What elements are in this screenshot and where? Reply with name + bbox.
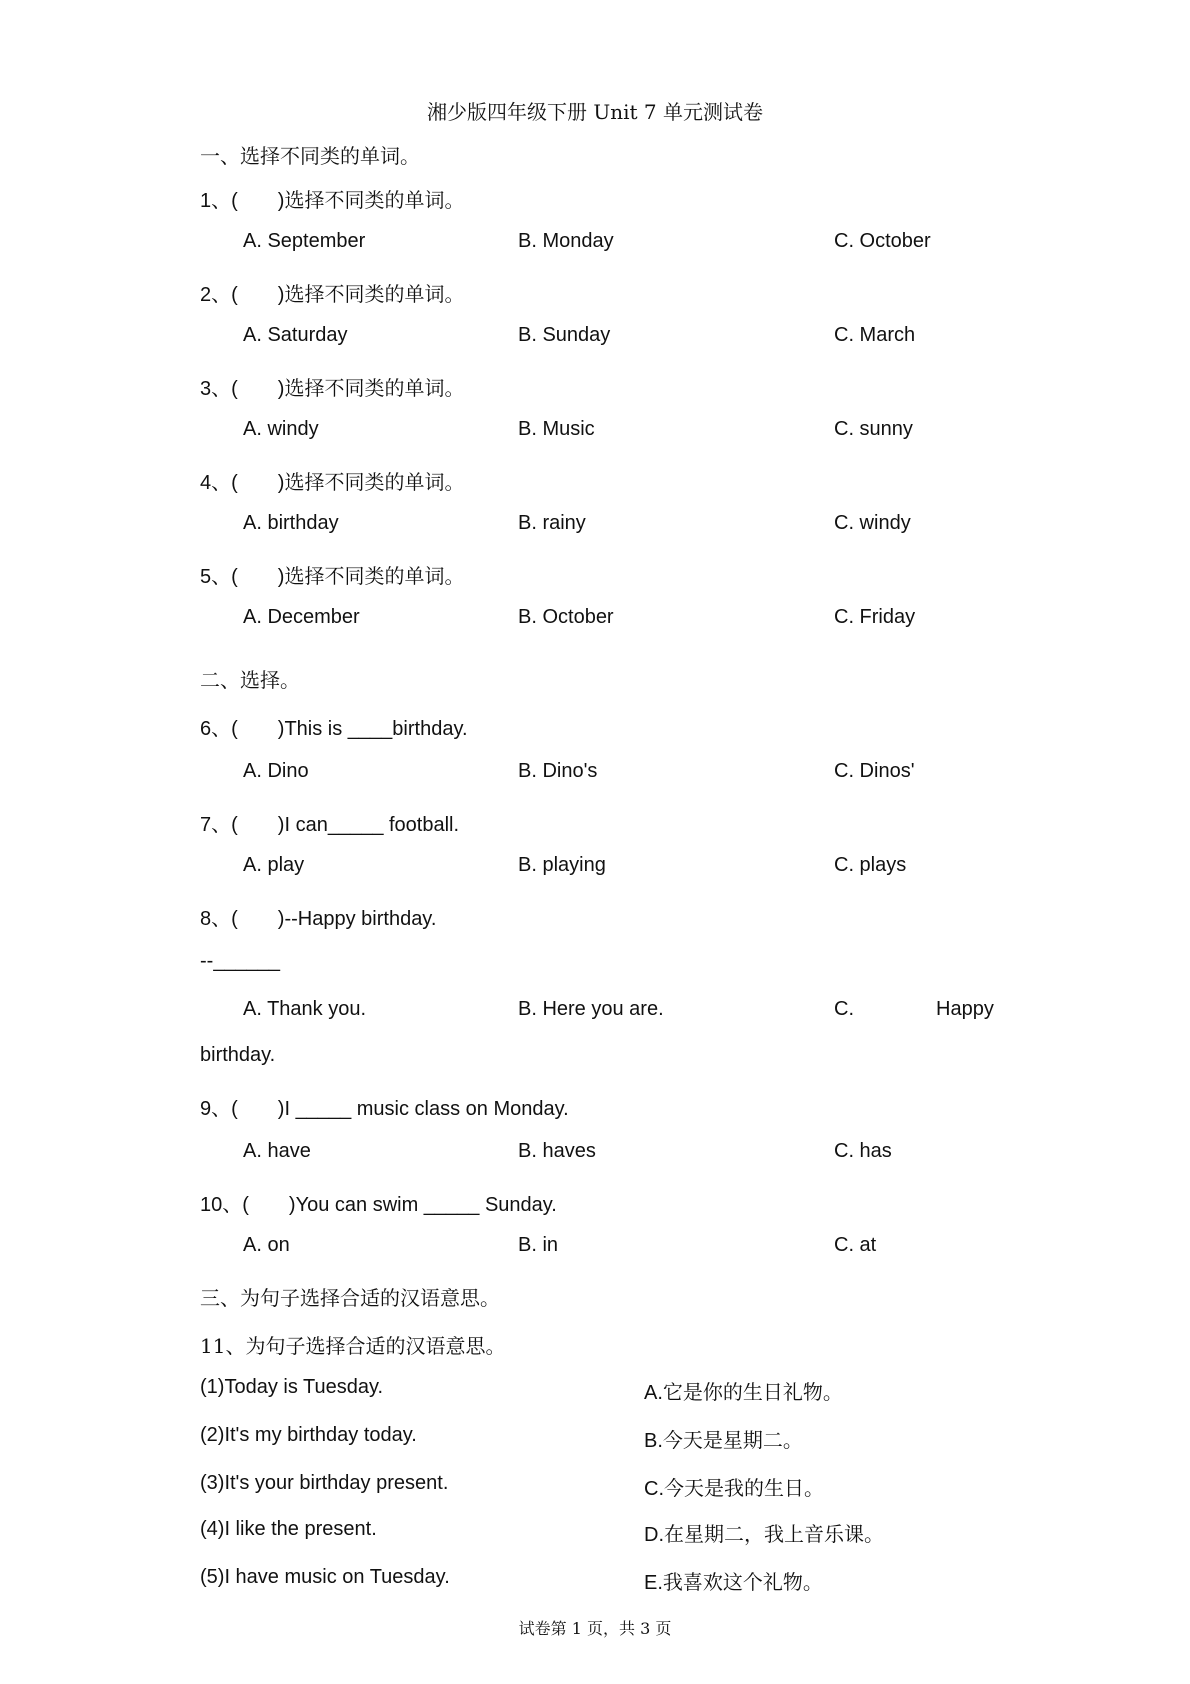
match-meaning-c <box>644 1472 824 1501</box>
option-b: B. Here you are. <box>518 998 664 1020</box>
match-letter: A. <box>644 1382 663 1404</box>
match-meaning-a <box>644 1376 843 1405</box>
option-c-text: Happy <box>936 998 994 1020</box>
option-c: C. plays <box>834 854 907 876</box>
option-b: B. October <box>518 606 614 628</box>
option-c: C. October <box>834 230 931 252</box>
question-stem: I can_____ football. <box>284 814 460 836</box>
match-text: 今天是我的生日。 <box>664 1476 824 1500</box>
question-number: 10、( <box>200 1194 249 1216</box>
page-footer: 试卷第 1 页，共 3 页 <box>518 1619 672 1638</box>
question-stem: 选择不同类的单词。 <box>284 282 465 306</box>
question-4 <box>200 466 464 495</box>
option-c: C. Dinos' <box>834 760 915 782</box>
option-c: C. has <box>834 1140 892 1162</box>
option-a: A. on <box>243 1234 290 1256</box>
question-paren-close: ) <box>277 718 285 740</box>
question-7 <box>200 808 459 837</box>
question-paren-close: ) <box>277 1098 285 1120</box>
question-stem: I _____ music class on Monday. <box>284 1098 569 1120</box>
question-paren-close: ) <box>277 814 285 836</box>
question-11-title: 11、为句子选择合适的汉语意思。 <box>200 1334 506 1358</box>
option-a: A. Dino <box>243 760 309 782</box>
option-a: A. December <box>243 606 360 628</box>
question-paren-close: ) <box>277 378 285 400</box>
option-a: A. play <box>243 854 305 876</box>
section-2-heading: 二、选择。 <box>200 668 300 692</box>
match-meaning-b <box>644 1424 803 1453</box>
match-letter: B. <box>644 1430 663 1452</box>
option-c: C. March <box>834 324 916 346</box>
option-a: A. September <box>243 230 366 252</box>
question-number: 6、( <box>200 718 238 740</box>
option-b: B. playing <box>518 854 606 876</box>
option-c: C. windy <box>834 512 911 534</box>
option-a: A. windy <box>243 418 319 440</box>
match-letter: D. <box>644 1524 664 1546</box>
question-number: 3、( <box>200 378 238 400</box>
option-b: B. haves <box>518 1140 596 1162</box>
match-sentence-2: (2)It's my birthday today. <box>200 1424 417 1446</box>
match-text: 今天是星期二。 <box>662 1428 803 1452</box>
question-10 <box>200 1188 557 1217</box>
option-c-letter: C. <box>834 998 854 1020</box>
option-b: B. Music <box>518 418 595 440</box>
question-3 <box>200 372 464 401</box>
section-1-heading: 一、选择不同类的单词。 <box>200 144 420 168</box>
option-c: C. sunny <box>834 418 913 440</box>
match-letter: E. <box>644 1572 663 1594</box>
match-sentence-4: (4)I like the present. <box>200 1518 377 1540</box>
question-number: 1、( <box>200 190 238 212</box>
match-text: 它是你的生日礼物。 <box>662 1380 843 1404</box>
question-paren-close: ) <box>277 908 285 930</box>
page-title: 湘少版四年级下册 Unit 7 单元测试卷 <box>427 100 763 124</box>
question-number: 4、( <box>200 472 238 494</box>
question-stem: 选择不同类的单词。 <box>284 376 465 400</box>
match-text: 我喜欢这个礼物。 <box>662 1570 823 1594</box>
question-number: 9、( <box>200 1098 238 1120</box>
question-stem: 选择不同类的单词。 <box>284 564 465 588</box>
option-b: B. rainy <box>518 512 586 534</box>
question-number: 2、( <box>200 284 238 306</box>
question-number: 5、( <box>200 566 238 588</box>
question-stem: 选择不同类的单词。 <box>284 470 465 494</box>
option-c: C. Friday <box>834 606 916 628</box>
option-b: B. Monday <box>518 230 614 252</box>
match-sentence-5: (5)I have music on Tuesday. <box>200 1566 450 1588</box>
option-b: B. Sunday <box>518 324 611 346</box>
option-c: C. at <box>834 1234 877 1256</box>
match-sentence-3: (3)It's your birthday present. <box>200 1472 449 1494</box>
question-stem: You can swim _____ Sunday. <box>295 1194 557 1216</box>
option-a: A. birthday <box>243 512 339 534</box>
question-2 <box>200 278 464 307</box>
question-paren-close: ) <box>277 284 285 306</box>
question-paren-close: ) <box>277 472 285 494</box>
match-sentence-1: (1)Today is Tuesday. <box>200 1376 384 1398</box>
option-a: A. have <box>243 1140 311 1162</box>
match-meaning-e <box>644 1566 823 1595</box>
match-meaning-d <box>644 1518 884 1547</box>
section-3-heading: 三、为句子选择合适的汉语意思。 <box>200 1286 500 1310</box>
match-text: 在星期二，我上音乐课。 <box>664 1522 884 1546</box>
question-1 <box>200 184 464 213</box>
question-stem: --Happy birthday. <box>284 908 437 930</box>
option-a: A. Saturday <box>243 324 348 346</box>
question-stem: This is ____birthday. <box>284 718 468 740</box>
question-9 <box>200 1092 569 1121</box>
option-b: B. Dino's <box>518 760 598 782</box>
option-a: A. Thank you. <box>243 998 367 1020</box>
question-8 <box>200 902 436 931</box>
option-b: B. in <box>518 1234 559 1256</box>
match-letter: C. <box>644 1478 664 1500</box>
question-6 <box>200 712 468 741</box>
question-paren-close: ) <box>277 566 285 588</box>
reply-blank-line: --______ <box>200 950 281 972</box>
question-paren-close: ) <box>277 190 285 212</box>
question-number: 8、( <box>200 908 238 930</box>
question-number: 7、( <box>200 814 238 836</box>
question-5 <box>200 560 464 589</box>
question-paren-close: ) <box>288 1194 296 1216</box>
option-c-text-wrap: birthday. <box>200 1044 276 1066</box>
question-stem: 选择不同类的单词。 <box>284 188 465 212</box>
